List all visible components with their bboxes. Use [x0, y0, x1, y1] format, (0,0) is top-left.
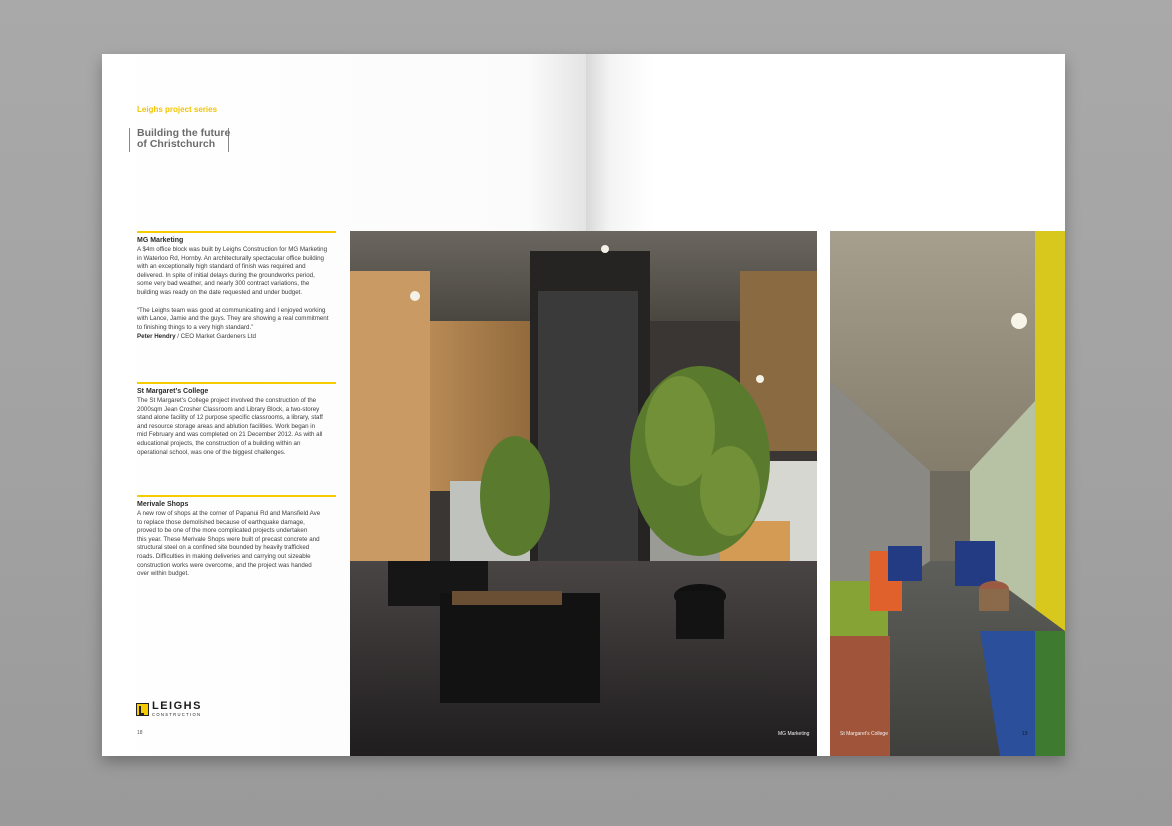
body-line: over within budget. [137, 570, 189, 578]
section-rule [137, 231, 336, 233]
body-line: building was ready on the date requested and under budget. [137, 288, 303, 296]
page-title-line-2: of Christchurch [137, 138, 216, 150]
page-number-right: 19 [1022, 731, 1028, 737]
attribution-role: / CEO Market Gardeners Ltd [175, 333, 256, 341]
quote-line: with Lance, Jamie and the guys. They are showing a real commitment [137, 315, 329, 323]
attribution-name: Peter Hendry [137, 333, 176, 341]
page-title-line-1: Building the future [137, 127, 231, 139]
quote-line: “The Leighs team was good at communicating and I enjoyed working [137, 306, 326, 314]
photo-mg-marketing-lobby [350, 231, 817, 756]
body-line: operational school, was one of the biggest challenges. [137, 448, 286, 456]
quote-line: to finishing things to a very high standard.” [137, 323, 254, 331]
body-line: delivered. In spite of initial delays during the groundworks period, [137, 271, 315, 279]
section-merivale-shops [137, 495, 336, 579]
body-line: to replace those demolished because of earthquake damage, [137, 518, 305, 526]
logo-wordmark [152, 701, 202, 717]
body-line: A new row of shops at the corner of Papanui Rd and Mansfield Ave [137, 510, 321, 517]
photo-caption-st-margarets: St Margaret’s College [840, 731, 888, 737]
logo-name: LEIGHS [152, 700, 202, 712]
body-line: proved to be one of the more complicated projects undertaken [137, 527, 308, 535]
photo-st-margarets-corridor [830, 231, 1065, 756]
magazine-spread [102, 54, 1065, 756]
body-line: stand alone facility of 12 purpose specific classrooms, a library, staff [137, 414, 323, 422]
section-body [137, 510, 336, 579]
leighs-logo [136, 701, 202, 717]
section-heading: Merivale Shops [137, 501, 189, 508]
body-line: 2000sqm Jean Crosher Classroom and Library Block, a two-storey [137, 405, 320, 413]
body-line: some very bad weather, and nearly 300 contract variations, the [137, 280, 310, 288]
body-line: with an exceptionally high standard of finish was required and [137, 263, 306, 271]
series-label: Leighs project series [137, 105, 218, 114]
logo-subtitle: CONSTRUCTION [152, 712, 202, 717]
body-line: and resource storage areas and ablution facilities. Work began in [137, 422, 316, 430]
body-line: educational projects, the construction of a building within an [137, 439, 301, 447]
section-body [137, 397, 336, 457]
body-line: this year. These Merivale Shops were built of precast concrete and [137, 535, 320, 543]
body-line: A $4m office block was built by Leighs Construction for MG Marketing [137, 246, 328, 253]
section-st-margarets [137, 382, 336, 457]
section-rule [137, 495, 336, 497]
section-heading: St Margaret’s College [137, 388, 209, 395]
photo-caption-mg-marketing: MG Marketing [778, 731, 810, 737]
body-line: in Waterloo Rd, Hornby. An architecturally spectacular office building [137, 254, 324, 262]
section-body [137, 246, 336, 298]
body-line: structural steel on a confined site bounded by heavily trafficked [137, 544, 310, 552]
quote-attribution [137, 333, 336, 342]
body-line: roads. Difficulties in making deliveries and carrying out sizeable [137, 552, 311, 560]
client-quote [137, 307, 336, 333]
body-line: The St Margaret’s College project involved the construction of the [137, 397, 317, 404]
body-line: mid February and was completed on 21 December 2012. As with all [137, 431, 323, 439]
section-mg-marketing [137, 231, 336, 342]
section-heading: MG Marketing [137, 237, 184, 244]
page-number-left: 18 [137, 730, 143, 736]
logo-mark-icon [136, 703, 149, 716]
page-title [129, 128, 229, 152]
section-rule [137, 382, 336, 384]
body-line: construction works were overcome, and the project was handed [137, 561, 312, 569]
